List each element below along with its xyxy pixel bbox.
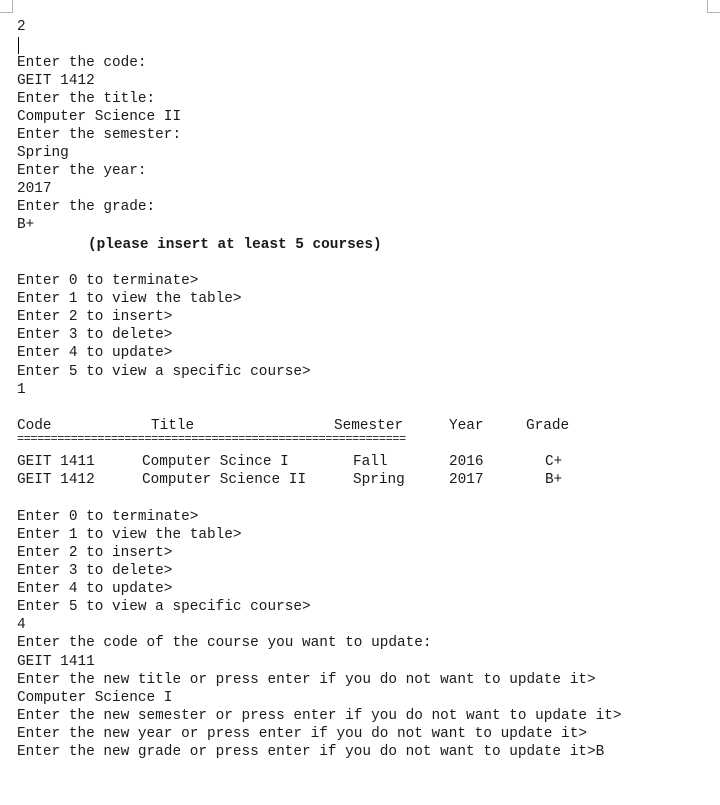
- prompt-new-year: Enter the new year or press enter if you do not want to update it>: [17, 726, 587, 742]
- menu-option-delete: Enter 3 to delete>: [17, 563, 173, 579]
- table-cell-grade: B+: [545, 472, 563, 488]
- menu-option-insert: Enter 2 to insert>: [17, 309, 173, 325]
- prompt-code: Enter the code:: [17, 55, 147, 71]
- value-title: Computer Science II: [17, 109, 182, 125]
- menu-option-terminate: Enter 0 to terminate>: [17, 273, 199, 289]
- page-corner-mark-right: [707, 0, 720, 13]
- prompt-new-title: Enter the new title or press enter if you do not want to update it>: [17, 672, 596, 688]
- table-header-grade: Grade: [526, 418, 570, 434]
- menu-option-insert: Enter 2 to insert>: [17, 545, 173, 561]
- prompt-grade: Enter the grade:: [17, 199, 156, 215]
- prompt-update-code: Enter the code of the course you want to update:: [17, 635, 432, 651]
- menu-choice: 4: [17, 617, 26, 633]
- table-cell-title: Computer Science II: [142, 472, 307, 488]
- menu-option-terminate: Enter 0 to terminate>: [17, 509, 199, 525]
- prompt-title: Enter the title:: [17, 91, 156, 107]
- prompt-semester: Enter the semester:: [17, 127, 182, 143]
- value-code: GEIT 1412: [17, 73, 95, 89]
- table-cell-semester: Spring: [353, 472, 405, 488]
- prompt-year: Enter the year:: [17, 163, 147, 179]
- menu-option-view-table: Enter 1 to view the table>: [17, 527, 242, 543]
- table-cell-semester: Fall: [353, 454, 388, 470]
- table-cell-grade: C+: [545, 454, 563, 470]
- table-header-code: Code: [17, 418, 52, 434]
- text-cursor: [18, 37, 19, 54]
- input-choice: 2: [17, 19, 26, 35]
- value-update-code: GEIT 1411: [17, 654, 95, 670]
- value-semester: Spring: [17, 145, 69, 161]
- table-cell-title: Computer Scince I: [142, 454, 289, 470]
- menu-option-update: Enter 4 to update>: [17, 581, 173, 597]
- table-cell-code: GEIT 1411: [17, 454, 95, 470]
- table-cell-year: 2016: [449, 454, 484, 470]
- value-year: 2017: [17, 181, 52, 197]
- menu-option-view-course: Enter 5 to view a specific course>: [17, 599, 311, 615]
- prompt-new-semester: Enter the new semester or press enter if you do not want to update it>: [17, 708, 622, 724]
- menu-option-view-course: Enter 5 to view a specific course>: [17, 364, 311, 380]
- menu-option-view-table: Enter 1 to view the table>: [17, 291, 242, 307]
- table-header-title: Title: [151, 418, 195, 434]
- table-cell-code: GEIT 1412: [17, 472, 95, 488]
- insert-note: (please insert at least 5 courses): [88, 237, 382, 253]
- table-cell-year: 2017: [449, 472, 484, 488]
- menu-choice: 1: [17, 382, 26, 398]
- prompt-new-grade: Enter the new grade or press enter if you do not want to update it>B: [17, 744, 605, 760]
- value-grade: B+: [17, 217, 35, 233]
- page-corner-mark-left: [0, 0, 13, 13]
- table-header-year: Year: [449, 418, 484, 434]
- menu-option-delete: Enter 3 to delete>: [17, 327, 173, 343]
- table-header-semester: Semester: [334, 418, 404, 434]
- menu-option-update: Enter 4 to update>: [17, 345, 173, 361]
- value-new-title: Computer Science I: [17, 690, 173, 706]
- table-divider: ==========================================================: [17, 434, 406, 445]
